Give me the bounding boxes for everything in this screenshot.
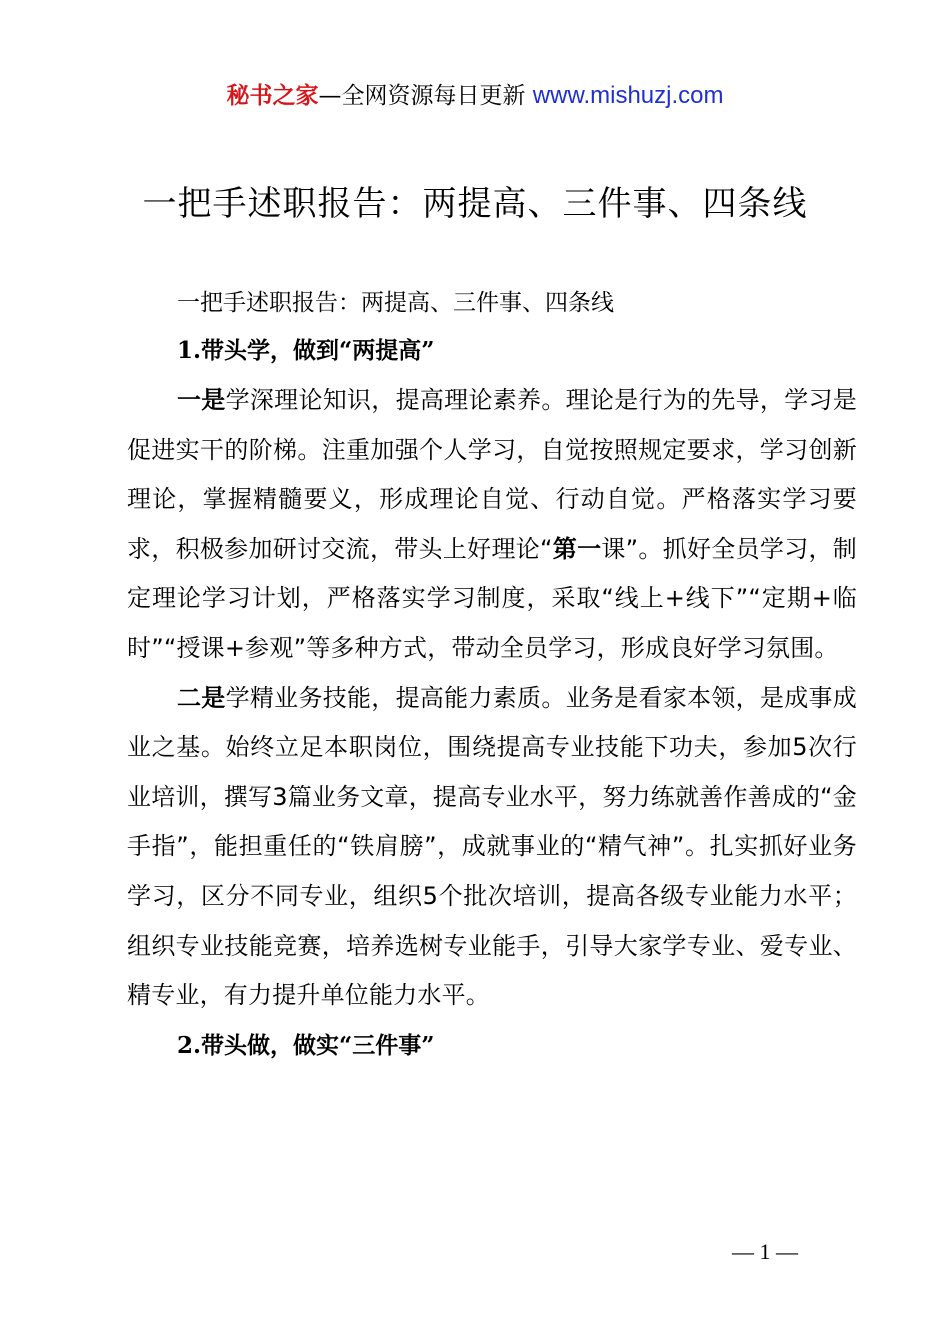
section-heading-2: 2.带头做，做实“三件事” bbox=[177, 1031, 435, 1059]
site-header bbox=[0, 80, 950, 112]
site-url[interactable]: www.mishuzj.com bbox=[532, 82, 724, 109]
paragraph-text: 学精业务技能，提高能力素质。业务是看家本领，是成事成业之基。始终立足本职岗位，围绕提高专业技能下功夫，参加5次行业培训，撰写3篇业务文章，提高专业水平，努力练就善作善成的“金手指”，能担重任的“铁肩膀”，成就事业的“精气神”。扎实抓好业务学习，区分不同专业，组织5个批次培训，提高各级专业能力水平；组织专业技能竞赛，培养选树专业能手，引导大家学专业、爱专业、精专业，有力提升单位能力水平。 bbox=[127, 683, 857, 1010]
paragraph-lead: 二是 bbox=[177, 683, 226, 712]
bold-phrase: 第一 bbox=[552, 534, 602, 563]
document-title: 一把手述职报告：两提高、三件事、四条线 bbox=[142, 184, 808, 224]
paragraph-text: 课”。抓好全员学习，制定理论学习计划，严格落实学习制度，采取“线上+线下”“定期+临时”“授课+参观”等多种方式，带动全员学习，形成良好学习氛围。 bbox=[127, 534, 857, 662]
section-heading-1: 1.带头学，做到“两提高” bbox=[177, 337, 435, 364]
document-subtitle: 一把手述职报告：两提高、三件事、四条线 bbox=[177, 290, 614, 316]
paragraph-2 bbox=[127, 674, 857, 1021]
paragraph-1 bbox=[127, 376, 857, 674]
site-slogan: —全网资源每日更新 bbox=[318, 83, 533, 109]
page-number: — 1 — bbox=[732, 1239, 798, 1264]
paragraph-text: 学深理论知识，提高理论素养。理论是行为的先导，学习是促进实干的阶梯。注重加强个人学习，自觉按照规定要求，学习创新理论，掌握精髓要义，形成理论自觉、行动自觉。严格落实学习要求，积极参加研讨交流，带头上好理论“ bbox=[127, 386, 857, 563]
document-body bbox=[127, 280, 857, 1071]
paragraph-lead: 一是 bbox=[177, 386, 226, 414]
brand-name: 秘书之家 bbox=[226, 83, 319, 109]
